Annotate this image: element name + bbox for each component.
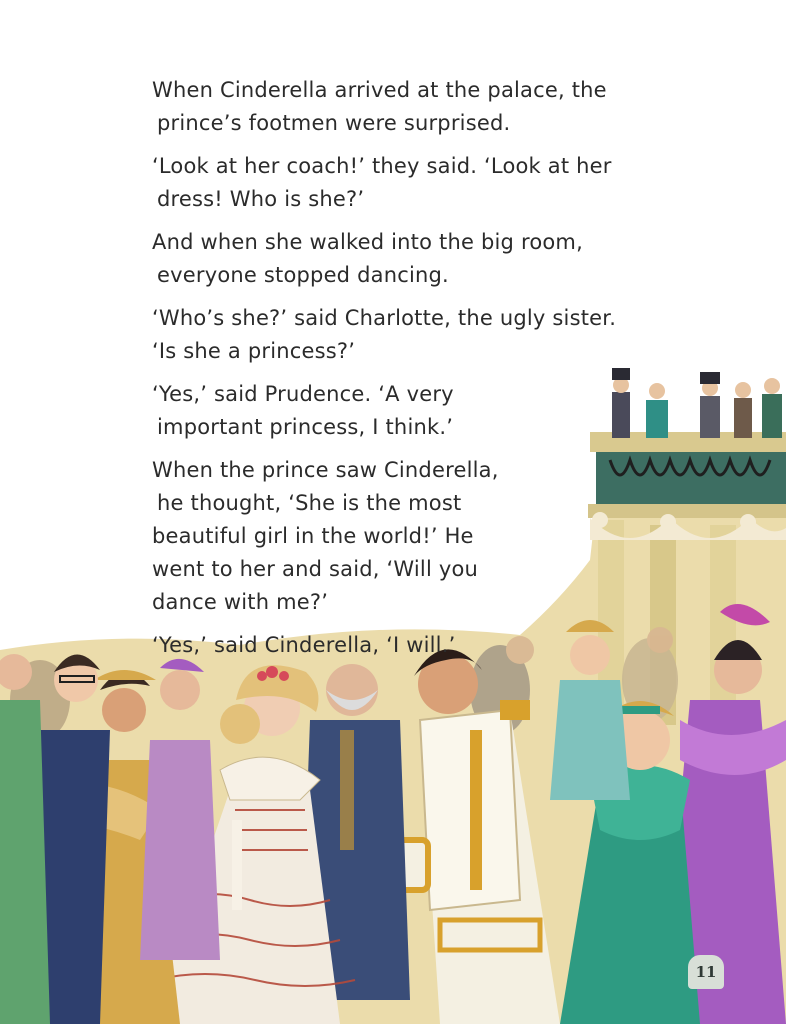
text-line: everyone stopped dancing. <box>157 263 449 287</box>
story-paragraph <box>152 74 612 140</box>
story-paragraph <box>152 629 612 662</box>
text-line: went to her and said, ‘Will you <box>152 557 479 581</box>
text-line: dress! Who is she?’ <box>157 187 365 211</box>
page-number-badge: 11 <box>688 955 724 989</box>
story-paragraph <box>152 302 617 368</box>
balcony-spectators <box>612 368 782 438</box>
text-line: he thought, ‘She is the most <box>157 491 462 515</box>
text-line: ‘Who’s she?’ said Charlotte, the ugly sister. <box>152 306 617 330</box>
text-line: When Cinderella arrived at the palace, the <box>152 78 607 102</box>
palace-column <box>710 525 736 725</box>
text-line: beautiful girl in the world!’ He <box>152 524 474 548</box>
story-paragraph <box>152 226 612 292</box>
text-line: When the prince saw Cinderella, <box>152 458 499 482</box>
text-line: dance with me?’ <box>152 590 329 614</box>
text-line: And when she walked into the big room, <box>152 230 583 254</box>
text-line: ‘Yes,’ said Cinderella, ‘I will.’ <box>152 633 456 657</box>
story-paragraph <box>152 150 612 216</box>
text-line: ‘Yes,’ said Prudence. ‘A very <box>152 382 454 406</box>
text-line: ‘Is she a princess?’ <box>152 339 356 363</box>
story-paragraph <box>152 454 612 619</box>
story-paragraph <box>152 378 612 444</box>
story-text <box>152 74 617 672</box>
text-line: important princess, I think.’ <box>157 415 454 439</box>
text-line: prince’s footmen were surprised. <box>157 111 511 135</box>
text-line: ‘Look at her coach!’ they said. ‘Look at her <box>152 154 612 178</box>
